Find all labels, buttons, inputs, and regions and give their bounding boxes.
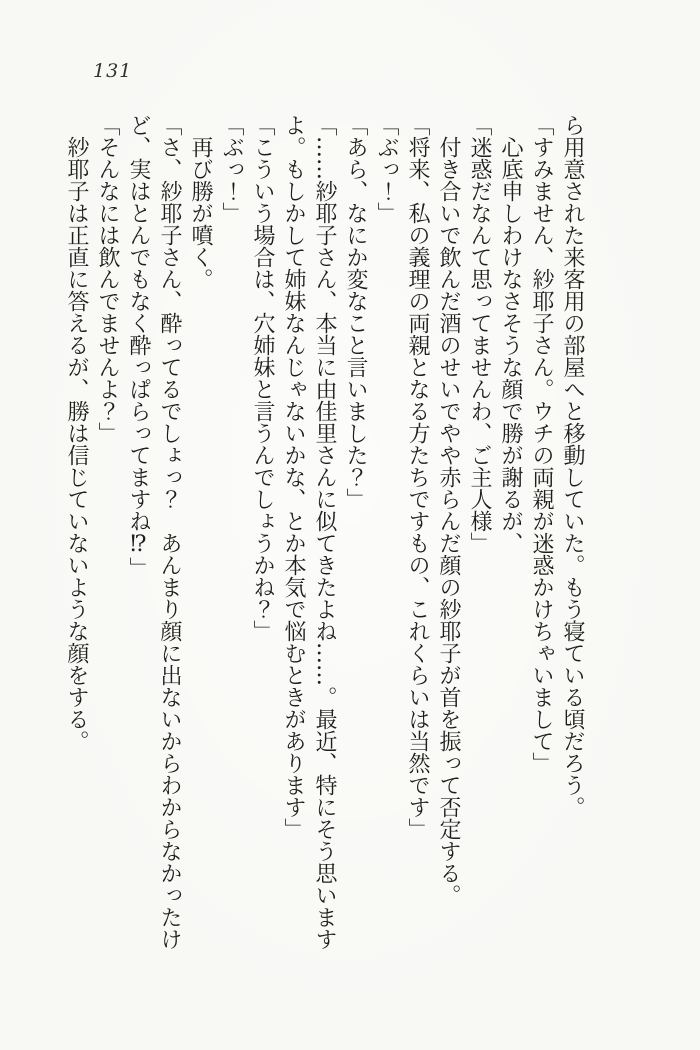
- dialogue-line: 「さ、紗耶子さん、酔ってるでしょっ？ あんまり顔に出ないからわからなかったけど、実はとんでもなく酔っぱらってますね⁉」: [126, 114, 182, 950]
- dialogue-line: 「こういう場合は、穴姉妹と言うんでしょうかね？」: [250, 114, 275, 642]
- body-text: [61, 114, 588, 950]
- page-number: 131: [93, 60, 133, 82]
- dialogue-line: 「ぶっ！」: [374, 114, 399, 224]
- narration-line: 付き合いで飲んだ酒のせいでやや赤らんだ顔の紗耶子が首を振って否定する。: [436, 136, 461, 906]
- dialogue-line: 「すみません、紗耶子さん。ウチの両親が迷惑かけちゃいまして」: [529, 114, 554, 774]
- dialogue-line: 「……紗耶子さん、本当に由佳里さんに似てきたよね……。最近、特にそう思いますよ。もしかして姉妹なんじゃないかな、とか本気で悩むときがあります」: [281, 114, 337, 950]
- narration-line: ら用意された来客用の部屋へと移動していた。もう寝ている頃だろう。: [560, 114, 585, 818]
- dialogue-line: 「迷惑だなんて思ってませんわ、ご主人様」: [467, 114, 492, 554]
- dialogue-line: 「ぶっ！」: [219, 114, 244, 224]
- dialogue-line: 「そんなには飲んでませんよ？」: [95, 114, 120, 444]
- narration-line: 心底申しわけなさそうな顔で勝が謝るが、: [498, 136, 523, 554]
- dialogue-line: 「あら、なにか変なこと言いました？」: [343, 114, 368, 510]
- dialogue-line: 「将来、私の義理の両親となる方たちですもの、これくらいは当然です」: [405, 114, 430, 840]
- narration-line: 再び勝が噴く。: [188, 136, 213, 290]
- narration-line: 紗耶子は正直に答えるが、勝は信じていないような顔をする。: [64, 136, 89, 752]
